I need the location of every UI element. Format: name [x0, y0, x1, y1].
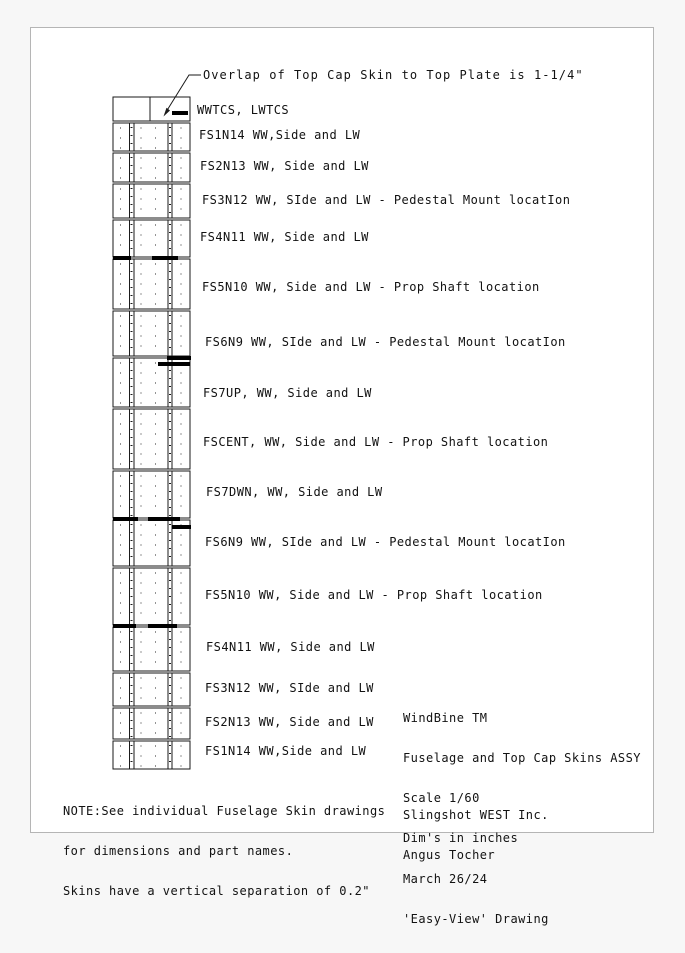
scale-note: Scale 1/60: [403, 791, 480, 806]
assembly-title: Fuselage and Top Cap Skins ASSY: [403, 751, 641, 766]
skin-label: FS6N9 WW, SIde and LW - Pedestal Mount locatIon: [205, 535, 566, 549]
skin-label: FS2N13 WW, Side and LW: [200, 159, 369, 173]
skin-label: FS5N10 WW, Side and LW - Prop Shaft location: [202, 280, 540, 294]
note-line: for dimensions and part names.: [63, 844, 294, 859]
author-name: Angus Tocher: [403, 848, 496, 863]
note-block: [63, 778, 385, 925]
skin-label: FSCENT, WW, Side and LW - Prop Shaft location: [203, 435, 549, 449]
overlap-callout-text: Overlap of Top Cap Skin to Top Plate is 1-1/4": [203, 68, 584, 82]
drawing-date: March 26/24: [403, 871, 488, 886]
skin-label: FS3N12 WW, SIde and LW: [205, 681, 374, 695]
product-name: WindBine TM: [403, 710, 488, 725]
skin-label: FS1N14 WW,Side and LW: [199, 128, 361, 142]
skin-label: FS4N11 WW, Side and LW: [200, 230, 369, 244]
skin-label: FS5N10 WW, Side and LW - Prop Shaft location: [205, 588, 543, 602]
skin-label: FS3N12 WW, SIde and LW - Pedestal Mount locatIon: [202, 193, 571, 207]
skin-label: FS7UP, WW, Side and LW: [203, 386, 372, 400]
skin-label: WWTCS, LWTCS: [197, 103, 290, 117]
company-name: Slingshot WEST Inc.: [403, 807, 549, 822]
drawing-style-note: 'Easy-View' Drawing: [403, 911, 549, 926]
skin-label: FS7DWN, WW, Side and LW: [206, 485, 383, 499]
skin-label: FS4N11 WW, Side and LW: [206, 640, 375, 654]
skin-label: FS1N14 WW,Side and LW: [205, 744, 367, 758]
note-line: Skins have a vertical separation of 0.2": [63, 884, 370, 899]
skin-label: FS2N13 WW, Side and LW: [205, 715, 374, 729]
units-note: Dim's in inches: [403, 831, 519, 846]
note-line: NOTE:See individual Fuselage Skin drawings: [63, 803, 386, 818]
skin-label: FS6N9 WW, SIde and LW - Pedestal Mount locatIon: [205, 335, 566, 349]
company-block: [403, 782, 549, 889]
